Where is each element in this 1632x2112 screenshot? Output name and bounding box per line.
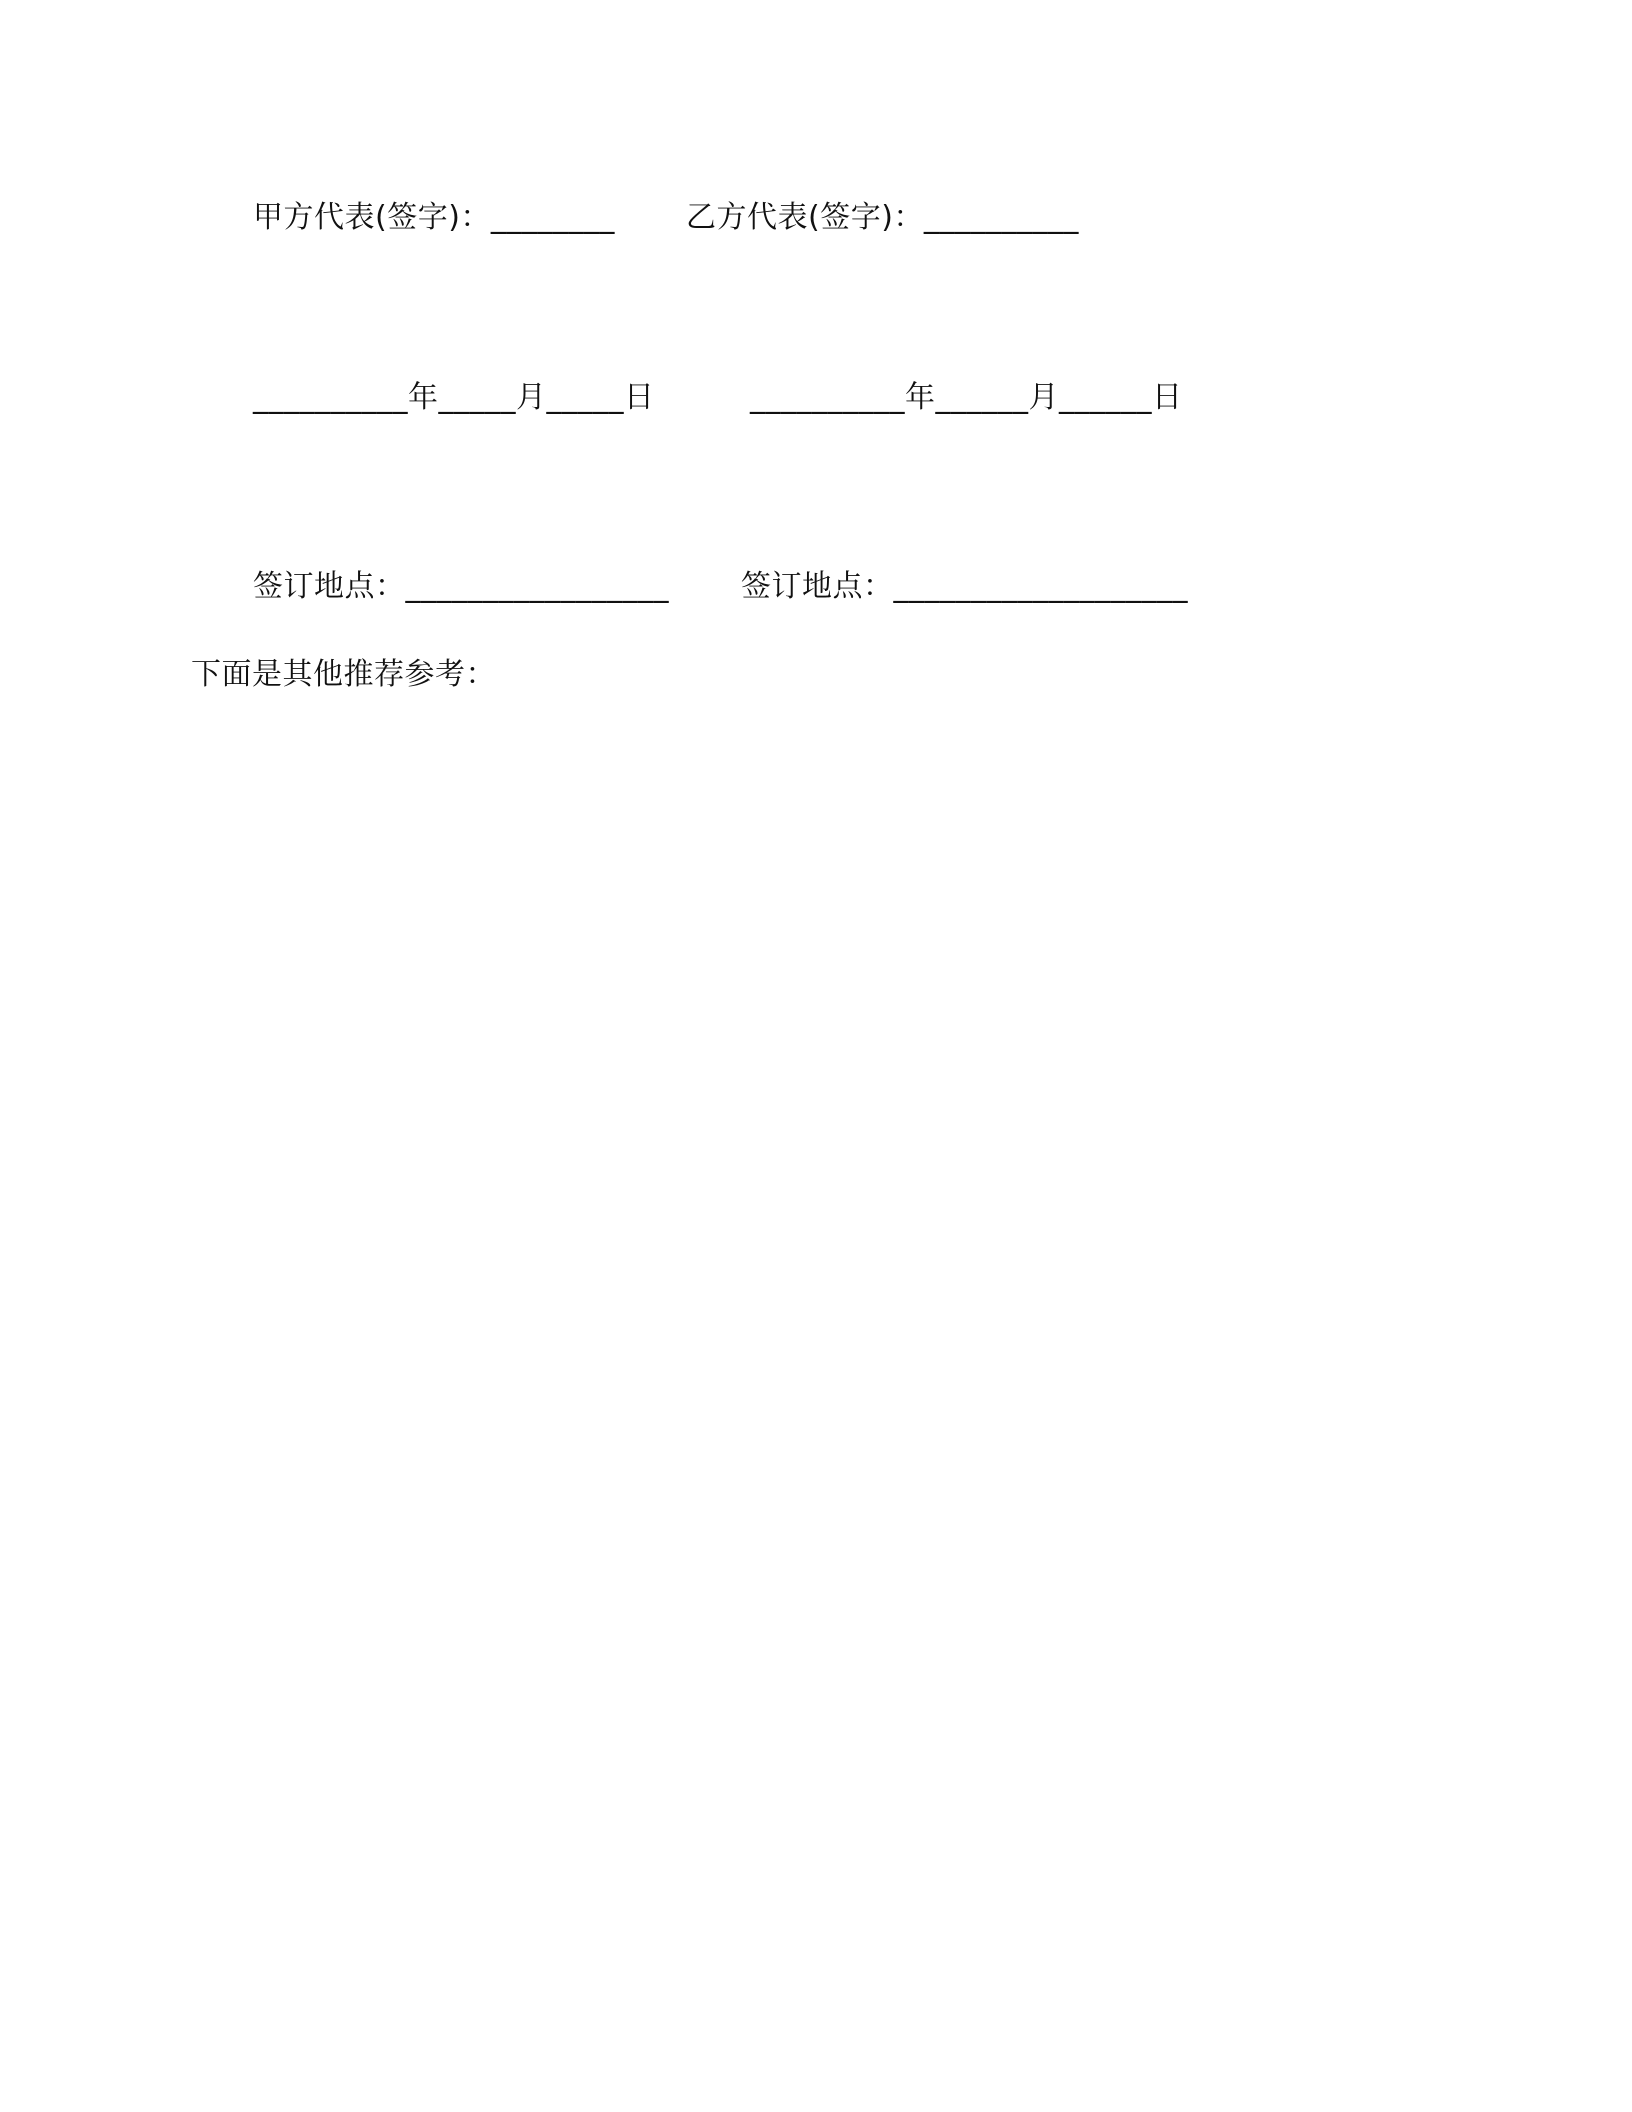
party-a-signing-place-line: 签订地点：_________________ bbox=[253, 569, 669, 604]
party-b-date-line: __________年______月______日 bbox=[750, 380, 1183, 415]
party-b-signature-line: 乙方代表(签字)：__________ bbox=[686, 200, 1079, 235]
recommended-reference-note: 下面是其他推荐参考： bbox=[191, 657, 496, 692]
party-a-signature-line: 甲方代表(签字)：________ bbox=[253, 200, 615, 235]
party-b-signing-place-line: 签订地点：___________________ bbox=[741, 569, 1188, 604]
party-a-date-line: __________年_____月_____日 bbox=[253, 380, 655, 415]
